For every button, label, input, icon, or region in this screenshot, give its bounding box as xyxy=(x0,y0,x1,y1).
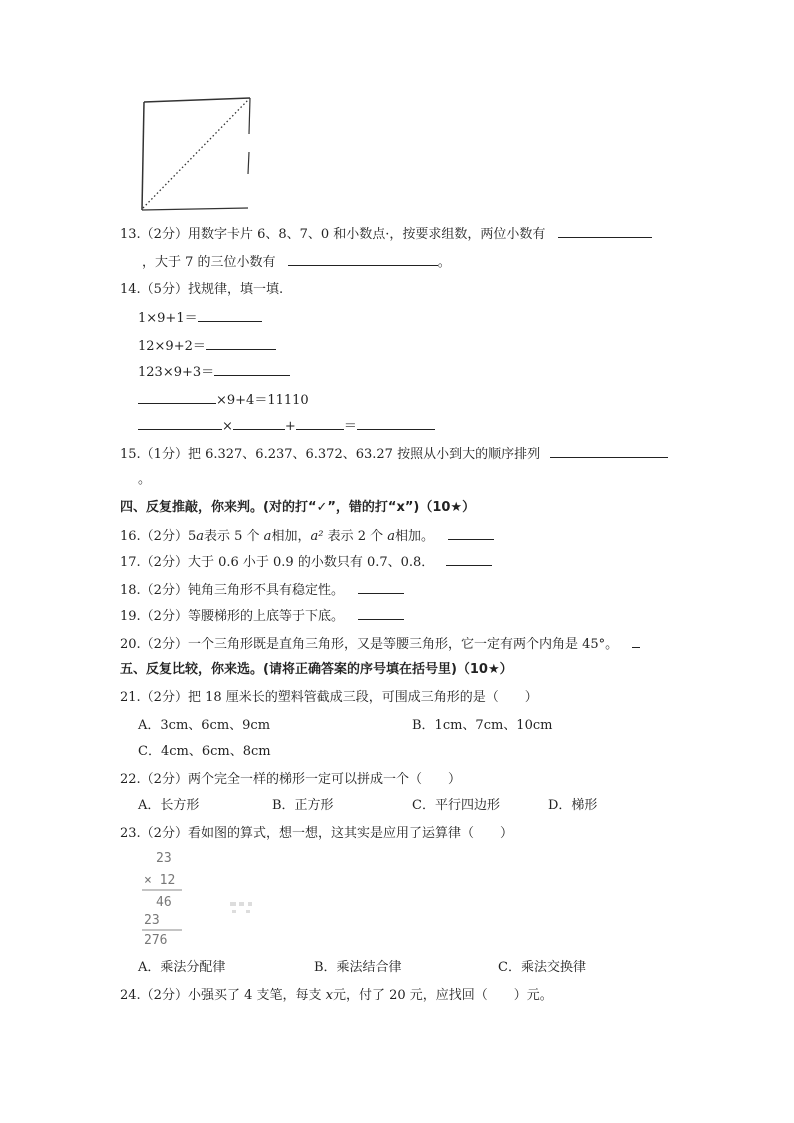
vertical-multiplication-figure xyxy=(138,846,268,952)
q14-blank-5[interactable] xyxy=(138,417,222,430)
q19-blank[interactable] xyxy=(358,607,404,620)
q22-option-d[interactable]: D．梯形 xyxy=(548,798,598,813)
q19: 19.（2分）等腰梯形的上底等于下底。 xyxy=(120,607,404,626)
q22-option-c[interactable]: C．平行四边形 xyxy=(412,798,500,813)
q14-row3: 123×9+3＝ xyxy=(138,363,290,382)
q23-option-b[interactable]: B．乘法结合律 xyxy=(314,960,402,975)
q20: 20.（2分）一个三角形既是直角三角形，又是等腰三角形，它一定有两个内角是 45°。 xyxy=(120,635,640,654)
q14-title: 14.（5分）找规律，填一填. xyxy=(120,282,284,297)
q14-blank-3[interactable] xyxy=(214,363,290,376)
q14-row1: 1×9+1＝ xyxy=(138,309,262,328)
q20-blank[interactable] xyxy=(632,635,640,648)
q21-option-c[interactable]: C．4cm、6cm、8cm xyxy=(138,744,271,759)
calc-multiplier: × 12 xyxy=(144,873,176,888)
square-diagonal-figure xyxy=(138,94,258,216)
q23-stem: 23.（2分）看如图的算式，想一想，这其实是应用了运算律（ ） xyxy=(120,826,513,841)
calc-result: 276 xyxy=(144,933,168,948)
q14-blank-1[interactable] xyxy=(198,309,262,322)
q14-row4: ×9+4＝11110 xyxy=(138,391,309,410)
q23-option-a[interactable]: A．乘法分配律 xyxy=(138,960,226,975)
section4-title: 四、反复推敲，你来判。(对的打“✓”，错的打“x”)（10★） xyxy=(120,500,476,515)
q22-stem: 22.（2分）两个完全一样的梯形一定可以拼成一个（ ） xyxy=(120,772,461,787)
q23-option-c[interactable]: C．乘法交换律 xyxy=(498,960,586,975)
calc-partial-2: 23 xyxy=(144,913,160,928)
q17: 17.（2分）大于 0.6 小于 0.9 的小数只有 0.7、0.8． xyxy=(120,553,492,572)
q17-blank[interactable] xyxy=(446,553,492,566)
q14-blank-7[interactable] xyxy=(296,417,344,430)
q13-line1: 13.（2分）用数字卡片 6、8、7、0 和小数点·，按要求组数，两位小数有 xyxy=(120,225,652,244)
calc-partial-1: 46 xyxy=(156,895,172,910)
q13-line2: ，大于 7 的三位小数有 。 xyxy=(142,255,451,270)
q14-blank-6[interactable] xyxy=(233,417,285,430)
q15-line1: 15.（1分）把 6.327、6.237、6.372、63.27 按照从小到大的顺序排列 xyxy=(120,445,668,464)
q18-blank[interactable] xyxy=(358,581,404,594)
q13-blank-2[interactable] xyxy=(288,253,438,266)
q13-blank-1[interactable] xyxy=(558,225,652,238)
q15-line2: 。 xyxy=(138,472,152,487)
q14-row2: 12×9+2＝ xyxy=(138,337,276,356)
faded-marks xyxy=(230,902,252,913)
q21-stem: 21.（2分）把 18 厘米长的塑料管截成三段，可围成三角形的是（ ） xyxy=(120,690,538,705)
q21-option-b[interactable]: B．1cm、7cm、10cm xyxy=(412,718,553,733)
q15-blank[interactable] xyxy=(550,445,668,458)
q14-blank-2[interactable] xyxy=(206,337,276,350)
section5-title: 五、反复比较，你来选。(请将正确答案的序号填在括号里)（10★） xyxy=(120,662,513,677)
q14-row5: × + ＝ xyxy=(138,417,435,436)
calc-top: 23 xyxy=(156,851,172,866)
q22-option-a[interactable]: A．长方形 xyxy=(138,798,200,813)
q14-blank-8[interactable] xyxy=(357,417,435,430)
q24-stem: 24.（2分）小强买了 4 支笔，每支 x元，付了 20 元，应找回（ ）元。 xyxy=(120,988,553,1003)
q16: 16.（2分）5a表示 5 个 a相加，a² 表示 2 个 a相加。 xyxy=(120,527,494,546)
q14-blank-4[interactable] xyxy=(138,391,216,404)
q22-option-b[interactable]: B．正方形 xyxy=(272,798,334,813)
q16-blank[interactable] xyxy=(448,527,494,540)
q21-option-a[interactable]: A．3cm、6cm、9cm xyxy=(138,718,271,733)
q18: 18.（2分）钝角三角形不具有稳定性。 xyxy=(120,581,404,600)
